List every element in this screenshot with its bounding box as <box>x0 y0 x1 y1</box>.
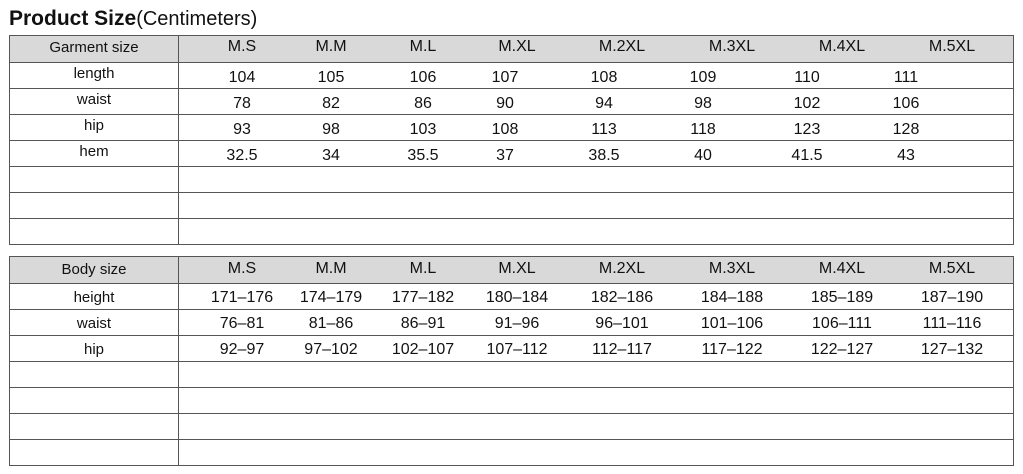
table-row <box>10 309 1013 335</box>
table-row <box>10 335 1013 361</box>
table-row-empty <box>10 218 1013 244</box>
row-label <box>10 414 179 439</box>
garment-header-size: M.XL <box>498 38 536 55</box>
body-header-size: M.S <box>227 260 257 277</box>
table-row <box>10 283 1013 309</box>
garment-size-table <box>9 35 1014 245</box>
garment-header-size: M.S <box>227 38 257 55</box>
table-cell: 118 <box>690 121 716 138</box>
table-cell: 113 <box>591 121 617 138</box>
table-row <box>10 88 1013 114</box>
body-header-row <box>10 257 1013 283</box>
row-label <box>10 219 179 244</box>
table-cell: 93 <box>233 121 251 138</box>
table-cell: 102–107 <box>391 341 455 358</box>
table-cell: 110 <box>794 69 820 86</box>
table-cell: 107 <box>491 69 519 86</box>
body-header-size: M.M <box>315 260 347 277</box>
garment-header-size: M.L <box>409 38 437 55</box>
table-row <box>10 62 1013 88</box>
table-cell: 111–116 <box>922 315 982 332</box>
row-label: waist <box>10 89 179 114</box>
table-cell: 187–190 <box>920 289 984 306</box>
table-cell: 98 <box>694 95 712 112</box>
row-label <box>10 440 179 465</box>
title-main: Product Size <box>9 7 137 30</box>
table-cell: 34 <box>322 147 340 164</box>
table-cell: 35.5 <box>407 147 439 164</box>
body-size-table <box>9 256 1014 466</box>
table-cell: 106 <box>409 69 437 86</box>
table-cell: 103 <box>409 121 437 138</box>
body-header-size: M.4XL <box>818 260 866 277</box>
table-row-empty <box>10 439 1013 465</box>
table-cell: 182–186 <box>590 289 654 306</box>
row-label: hip <box>10 336 179 361</box>
table-row-empty <box>10 192 1013 218</box>
row-label <box>10 167 179 192</box>
row-label: height <box>10 284 179 309</box>
row-label <box>10 362 179 387</box>
table-cell: 90 <box>496 95 514 112</box>
table-cell: 37 <box>496 147 514 164</box>
table-cell: 185–189 <box>810 289 874 306</box>
body-header-size: M.L <box>409 260 437 277</box>
body-header-size: M.3XL <box>708 260 756 277</box>
table-cell: 38.5 <box>588 147 620 164</box>
table-cell: 98 <box>322 121 340 138</box>
table-cell: 123 <box>793 121 821 138</box>
table-cell: 109 <box>689 69 717 86</box>
table-row <box>10 140 1013 166</box>
garment-header-row <box>10 36 1013 62</box>
title-sub: (Centimeters) <box>136 8 258 30</box>
table-cell: 86–91 <box>400 315 446 332</box>
table-cell: 78 <box>233 95 251 112</box>
table-cell: 180–184 <box>485 289 549 306</box>
body-header-size: M.2XL <box>598 260 646 277</box>
table-cell: 43 <box>897 147 915 164</box>
table-cell: 127–132 <box>920 341 984 358</box>
table-cell: 86 <box>414 95 432 112</box>
table-cell: 76–81 <box>219 315 265 332</box>
table-cell: 117–122 <box>701 341 763 358</box>
table-cell: 102 <box>793 95 821 112</box>
table-cell: 91–96 <box>494 315 540 332</box>
table-cell: 101–106 <box>700 315 764 332</box>
row-label: waist <box>10 310 179 335</box>
table-row-empty <box>10 387 1013 413</box>
table-cell: 97–102 <box>304 341 358 358</box>
table-cell: 128 <box>892 121 920 138</box>
garment-header-size: M.M <box>315 38 347 55</box>
row-label: length <box>10 63 179 88</box>
table-cell: 104 <box>228 69 256 86</box>
garment-header-label: Garment size <box>10 36 179 62</box>
row-label <box>10 193 179 218</box>
table-cell: 107–112 <box>486 341 548 358</box>
body-header-size: M.XL <box>498 260 536 277</box>
table-cell: 92–97 <box>219 341 265 358</box>
table-cell: 40 <box>694 147 712 164</box>
body-header-size: M.5XL <box>928 260 976 277</box>
table-cell: 106 <box>892 95 920 112</box>
table-row-empty <box>10 166 1013 192</box>
table-cell: 112–117 <box>592 341 652 358</box>
table-cell: 81–86 <box>308 315 354 332</box>
table-cell: 94 <box>595 95 613 112</box>
body-header-label: Body size <box>10 257 179 283</box>
table-cell: 106–111 <box>812 315 872 332</box>
table-cell: 108 <box>590 69 618 86</box>
table-row <box>10 114 1013 140</box>
garment-header-size: M.5XL <box>928 38 976 55</box>
table-cell: 41.5 <box>791 147 823 164</box>
page-title <box>9 6 257 32</box>
table-cell: 111 <box>893 69 919 86</box>
table-cell: 96–101 <box>595 315 649 332</box>
table-cell: 105 <box>317 69 345 86</box>
row-label: hip <box>10 115 179 140</box>
garment-header-size: M.3XL <box>708 38 756 55</box>
row-label: hem <box>10 141 179 166</box>
table-cell: 82 <box>322 95 340 112</box>
garment-header-size: M.4XL <box>818 38 866 55</box>
table-cell: 32.5 <box>226 147 258 164</box>
table-cell: 108 <box>491 121 519 138</box>
row-label <box>10 388 179 413</box>
table-row-empty <box>10 361 1013 387</box>
table-cell: 177–182 <box>391 289 455 306</box>
table-cell: 184–188 <box>700 289 764 306</box>
table-cell: 122–127 <box>810 341 874 358</box>
table-cell: 171–176 <box>210 289 274 306</box>
table-row-empty <box>10 413 1013 439</box>
garment-header-size: M.2XL <box>598 38 646 55</box>
table-cell: 174–179 <box>299 289 363 306</box>
